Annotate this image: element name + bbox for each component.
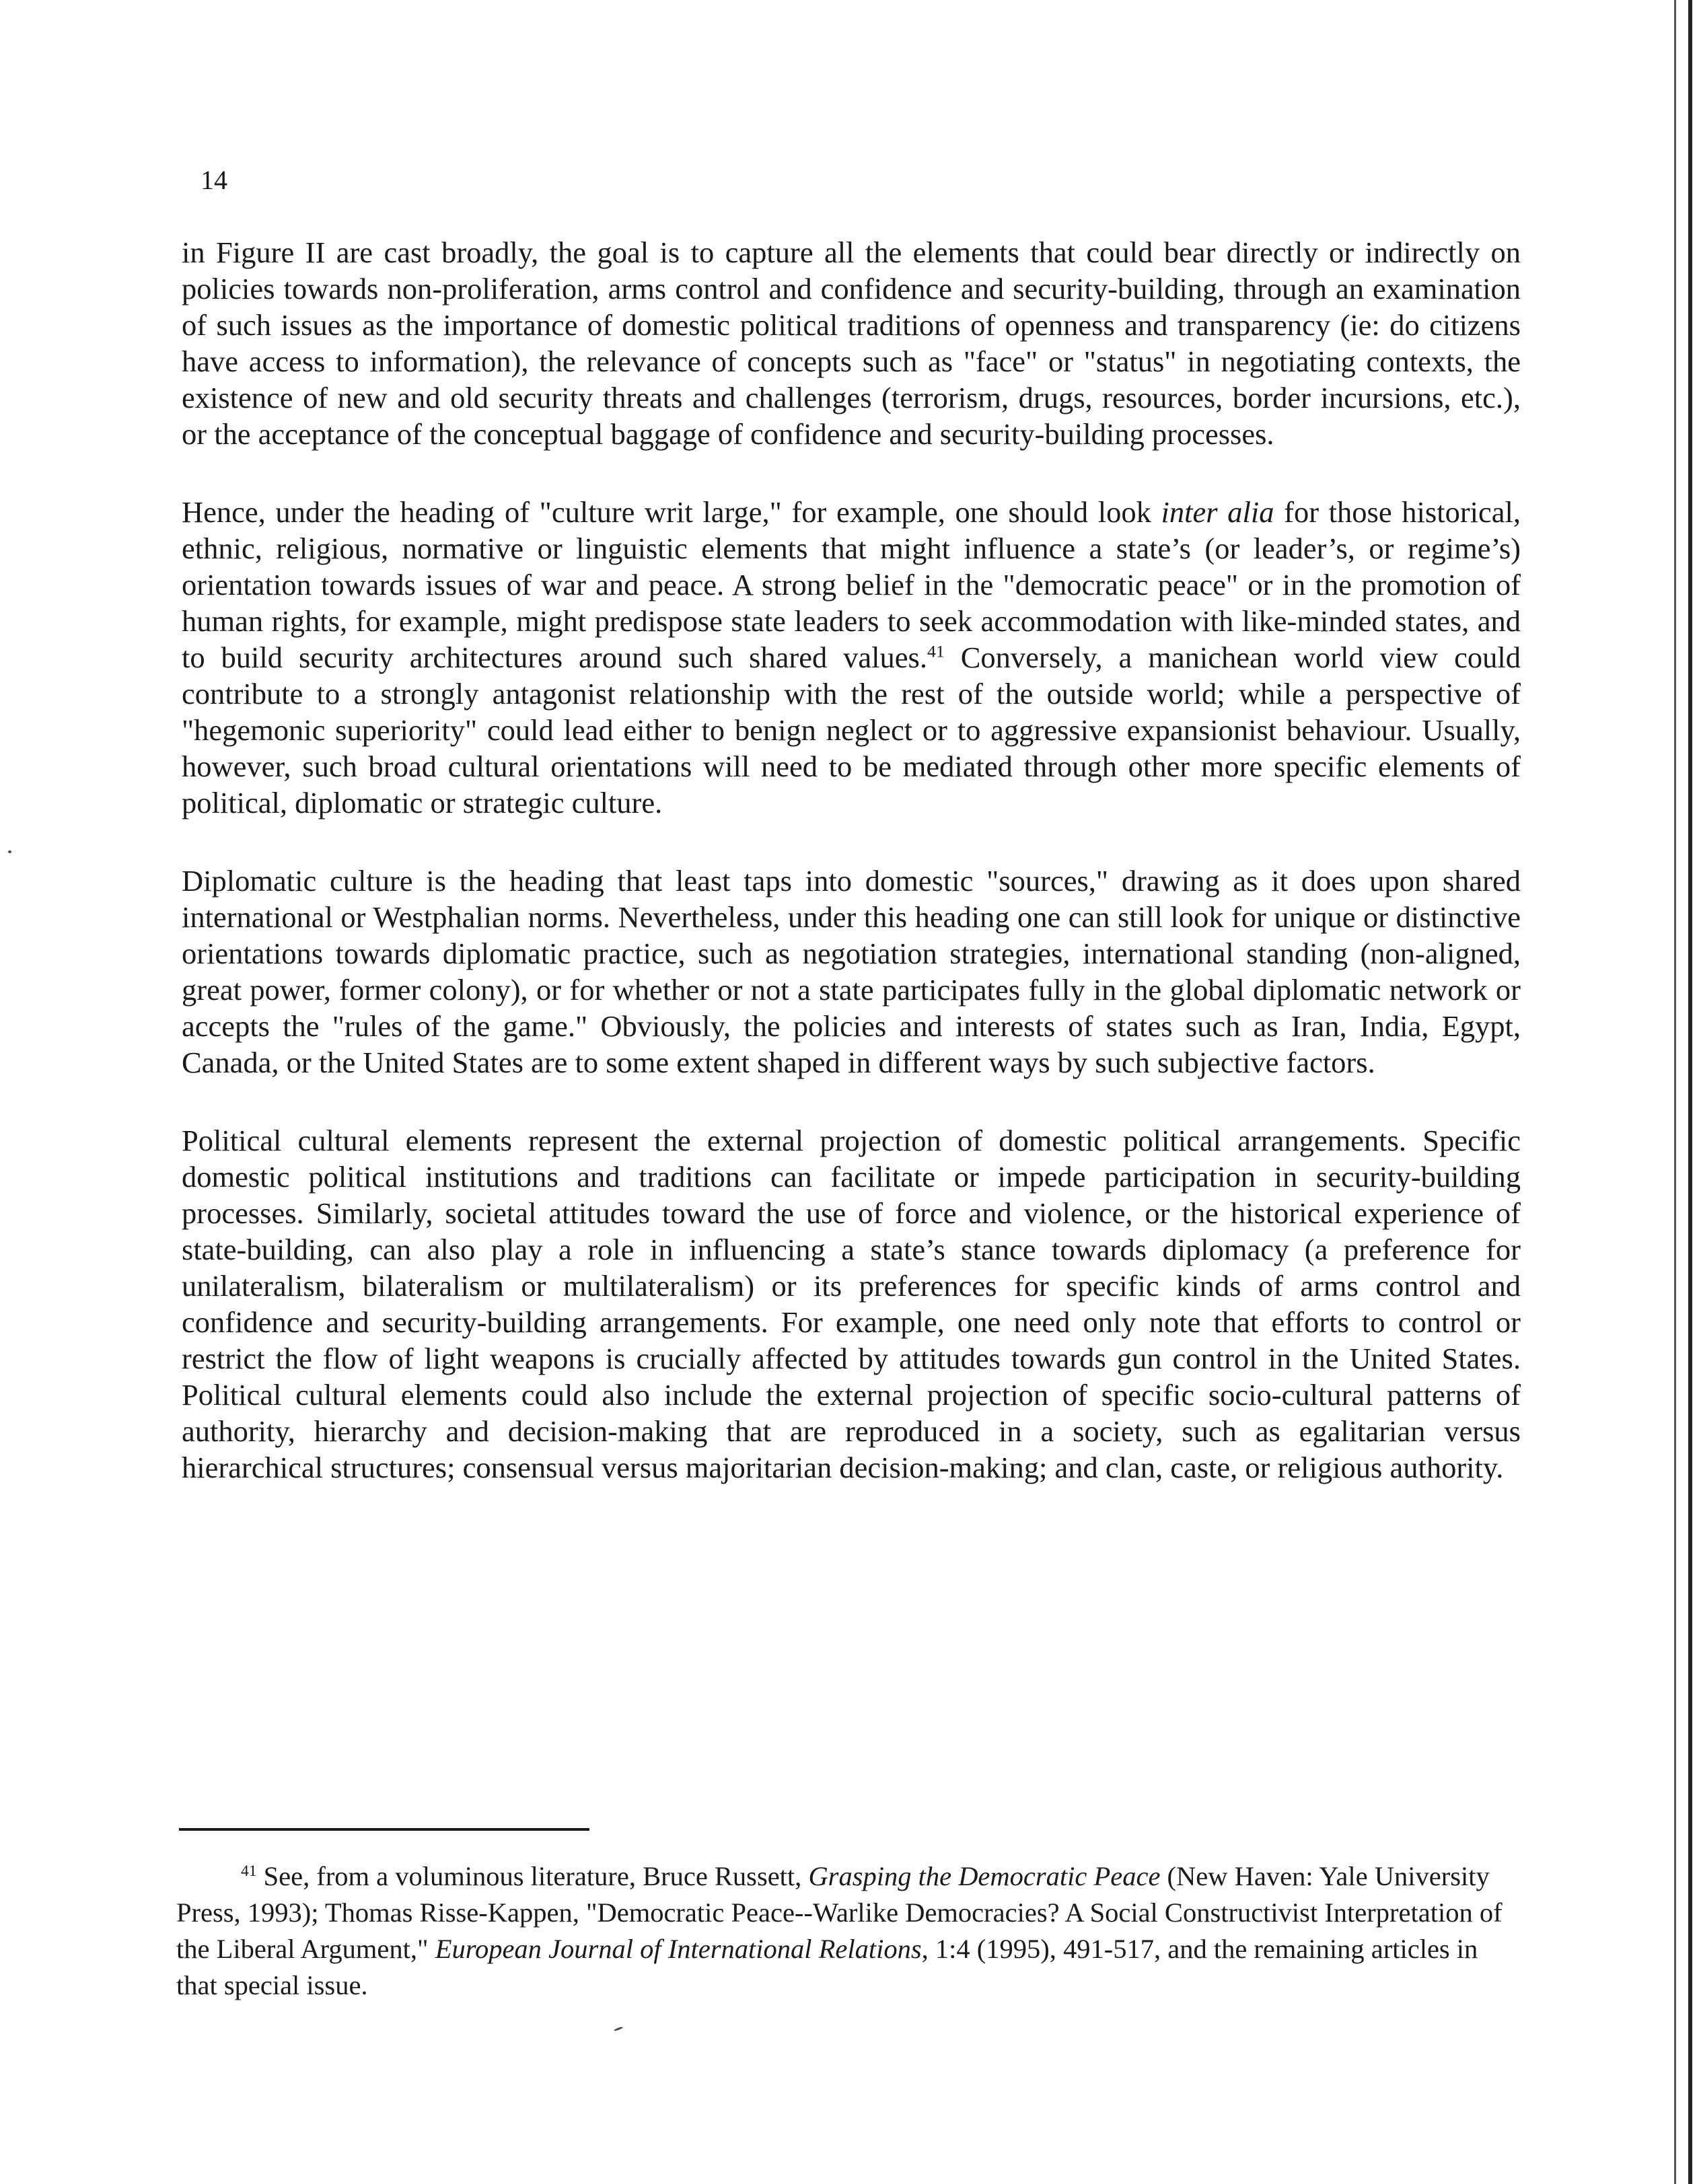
paragraph-2-text-a: Hence, under the heading of "culture writ large," for example, one should look [182, 495, 1161, 529]
paragraph-3: Diplomatic culture is the heading that least taps into domestic "sources," drawing as it does upon shared international or Westphalian norms. Nevertheless, under this heading one can still look for unique or distinctive orientations towards diplomatic practice, such as negotiation strategies, international standing (non-aligned, great power, former colony), or for whether or not a state participates fully in the global diplomatic network or accepts the "rules of the game." Obviously, the policies and interests of states such as Iran, India, Egypt, Canada, or the United States are to some extent shaped in different ways by such subjective factors. [182, 864, 1521, 1079]
scan-edge-line [1688, 0, 1692, 2184]
body-text [182, 234, 1521, 1486]
footnote-separator [179, 1828, 589, 1831]
paragraph-1: in Figure II are cast broadly, the goal is to capture all the elements that could bear directly or indirectly on policies towards non-proliferation, arms control and confidence and security-building, through an examination of such issues as the importance of domestic political traditions of openness and transparency (ie: do citizens have access to information), the relevance of concepts such as "face" or "status" in negotiating contexts, the existence of new and old security threats and challenges (terrorism, drugs, resources, border incursions, etc.), or the acceptance of the conceptual baggage of confidence and security-building processes. [182, 235, 1521, 451]
footnote-text-1: See, from a voluminous literature, Bruce Russett, [256, 1861, 809, 1891]
footnote: $^{41}$ See, from a voluminous literature, Bruce Russett, Grasping the Democratic Peace (New Haven: Yale University Press, 1993); Thomas Risse-Kappen, "Democratic Peace--Warlike Democracies? A Social Constructivist Interpretation of the Liberal Argument," European Journal of International Relations, 1:4 (1995), 491-517, and the remaining articles in that special issue. [176, 1861, 1503, 2000]
paragraph-2 [182, 494, 1521, 821]
footnote-journal-title: European Journal of International Relations [435, 1934, 922, 1964]
footnote-text-2: (New Haven: Yale University Press, 1993); Thomas Risse-Kappen, "Democratic Peace--Warlike Democracies? A Social Constructivist Interpretation of the Liberal Argument," [176, 1861, 1503, 1964]
scan-speck [614, 2027, 623, 2032]
paragraph-2-emphasis: inter alia [1161, 495, 1274, 529]
paragraph-2-text-b: for those historical, ethnic, religious, normative or linguistic elements that might influence a state’s (or leader’s, or regime’s) orientation towards issues of war and peace. A strong belief in the "democratic peace" or in the promotion of human rights, for example, might predispose state leaders to seek accommodation with like-minded states, and to build security architectures around such shared values. [182, 495, 1521, 674]
footnote-text-3: , 1:4 (1995), 491-517, and the remaining articles in that special issue. [176, 1934, 1478, 2000]
footnote-book-title: Grasping the Democratic Peace [808, 1861, 1161, 1891]
page-number: 14 [201, 165, 227, 195]
footnote-reference[interactable]: 41 [927, 641, 945, 661]
paragraph-2-text-c: Conversely, a manichean world view could contribute to a strongly antagonist relationship with the rest of the outside world; while a perspective of "hegemonic superiority" could lead either to benign neglect or to aggressive expansionist behaviour. Usually, however, such broad cultural orientations will need to be mediated through other more specific elements of political, diplomatic or strategic culture. [182, 641, 1521, 820]
paragraph-4: Political cultural elements represent the external projection of domestic political arrangements. Specific domestic political institutions and traditions can facilitate or impede participation in security-building processes. Similarly, societal attitudes toward the use of force and violence, or the historical experience of state-building, can also play a role in influencing a state’s stance towards diplomacy (a preference for unilateralism, bilateralism or multilateralism) or its preferences for specific kinds of arms control and confidence and security-building arrangements. For example, one need only note that efforts to control or restrict the flow of light weapons is crucially affected by attitudes towards gun control in the United States. Political cultural elements could also include the external projection of specific socio-cultural patterns of authority, hierarchy and decision-making that are reproduced in a society, such as egalitarian versus hierarchical structures; consensual versus majoritarian decision-making; and clan, caste, or religious authority. [182, 1124, 1521, 1484]
scan-edge-line-inner [1674, 0, 1676, 2184]
scan-speck [8, 850, 11, 853]
